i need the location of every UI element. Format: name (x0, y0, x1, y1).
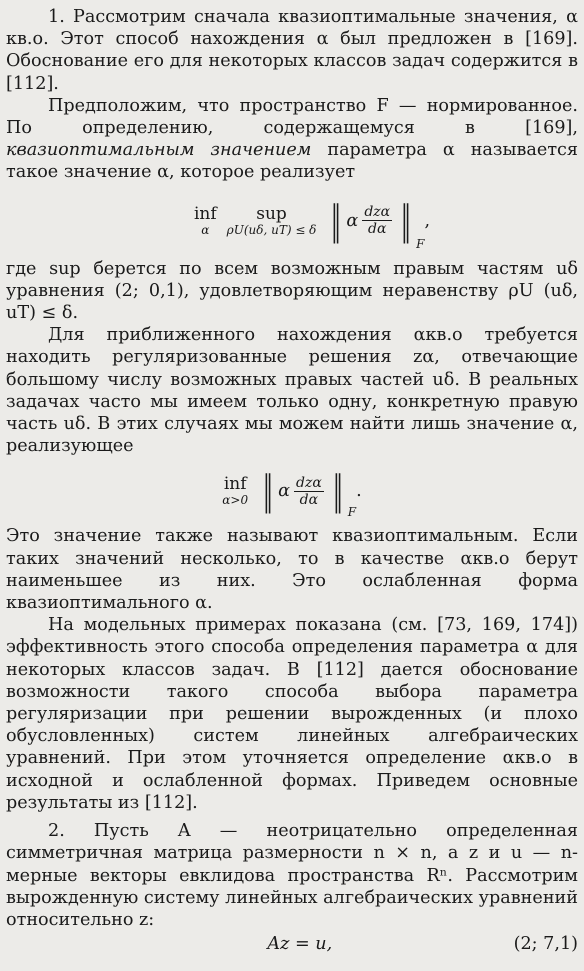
equation-number: (2; 7,1) (513, 934, 578, 955)
equation-body: Az = u, (267, 934, 333, 955)
formula-inf: inf α (193, 203, 217, 237)
formula2-trail: . (356, 481, 362, 502)
norm2-left-bar: ‖ (263, 468, 274, 515)
formula-quasioptimal (46, 184, 578, 258)
paragraph-5: Это значение также называют квазиоптимальным. Если таких значений несколько, то в качестве αкв.о берут наименьшее из них. Это ослабленная форма квазиоптимального α. (6, 526, 578, 614)
paragraph-1: 1. Рассмотрим сначала квазиоптимальные значения, α кв.о. Этот способ нахождения α был предложен в [169]. Обоснование его для некоторых классов задач содержится в [112]. (6, 7, 578, 94)
norm2-right-bar: ‖ (332, 468, 343, 515)
norm-subscript: F (416, 237, 425, 252)
paragraph-3: где sup берется по всем возможным правым частям uδ уравнения (2; 0,1), удовлетворяющим неравенству ρU (uδ, uT) ≤ δ. (6, 258, 578, 324)
norm-left-bar: ‖ (331, 197, 342, 244)
paragraph-2 (6, 95, 578, 184)
formula-sup: sup ρU(uδ, uT) ≤ δ (226, 203, 317, 237)
formula-trail: , (424, 210, 431, 231)
paragraph-4: Для приближенного нахождения αкв.о требуется находить регуляризованные решения zα, отвечающие большому числу возможных правых частей uδ. В реальных задачах часто мы имеем только одну, конкретную правую часть uδ. В этих случаях мы можем найти лишь значение α, реализующее (6, 325, 578, 457)
formula-weak-quasioptimal (6, 457, 578, 525)
formula2-fraction: $\frac{\text{dzα}}{d\alpha}$ (295, 474, 322, 508)
paragraph-2-text-a: Предположим, что пространство F — нормированное. По определению, содержащемуся в [169], (6, 95, 578, 139)
formula2-inf: inf α>0 (222, 474, 249, 508)
formula-alpha: α (346, 210, 359, 231)
formula2-alpha: α (278, 481, 290, 502)
paragraph-7: 2. Пусть A — неотрицательно определенная симметричная матрица размерности n × n, a z и u — n-мерные векторы евклидова пространства Rⁿ. Рассмотрим вырожденную систему линейных алгебраических уравнений относительно z: (6, 821, 578, 930)
paragraph-6: На модельных примерах показана (см. [73, 169, 174]) эффективность этого способа определения параметра α для некоторых классов задач. В [112] дается обоснование возможности такого способа выбора параметра регуляризации при решении вырожденных (и плохо обусловленных) систем линейных алгебраических уравнений. При этом уточняется определение αкв.о в исходной и ослабленной формах. Приведем основные результаты из [112]. (6, 615, 578, 813)
paragraph-2-text-b: параметра α называется такое значение α, которое реализует (6, 140, 578, 183)
equation-line (6, 933, 578, 955)
formula-fraction: $\frac{\text{dzα}}{d\alpha}$ (364, 204, 391, 238)
paragraph-2-italic-term: квазиоптимальным значением (6, 140, 312, 161)
norm2-subscript: F (347, 505, 357, 520)
norm-right-bar: ‖ (401, 197, 412, 244)
